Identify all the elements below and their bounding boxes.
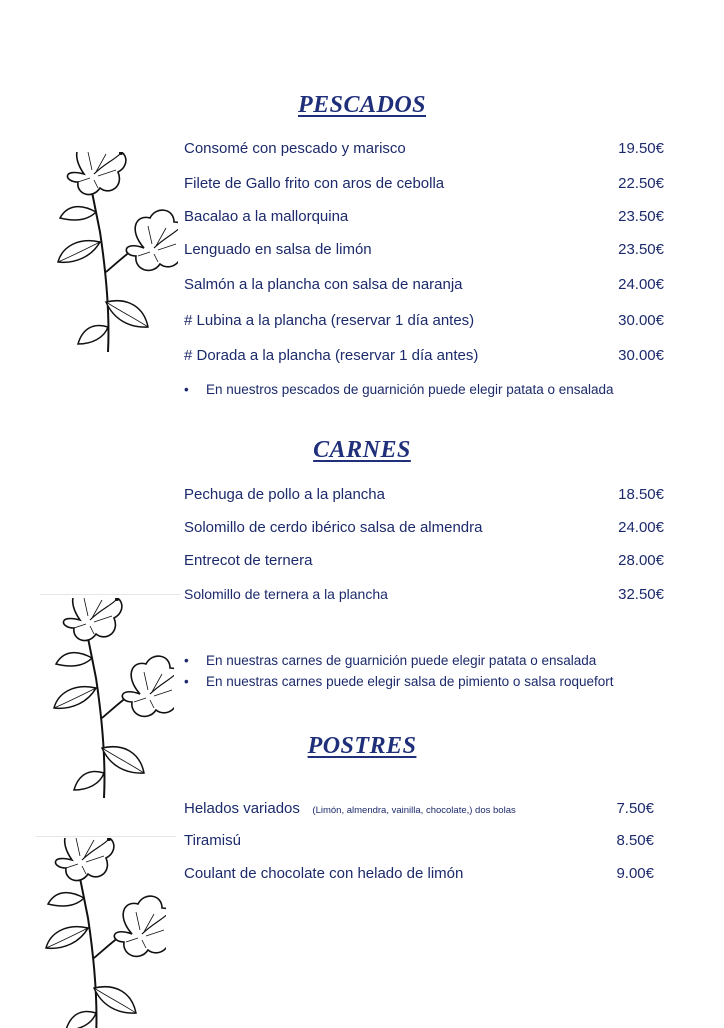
menu-item-price: 22.50€ [618, 175, 664, 192]
bullet-icon: • [184, 674, 189, 689]
menu-item [184, 586, 664, 608]
flower-icon [44, 598, 174, 813]
menu-item [184, 800, 654, 822]
menu-item-price: 18.50€ [618, 486, 664, 503]
menu-item-name: Solomillo de ternera a la plancha [184, 586, 388, 602]
menu-item-title: Helados variados [184, 800, 300, 817]
menu-item-name: Filete de Gallo frito con aros de cebolla [184, 175, 445, 192]
note-item [184, 382, 614, 397]
menu-item [184, 208, 664, 230]
flower-icon [36, 838, 166, 1028]
bullet-icon: • [184, 382, 189, 397]
menu-item [184, 832, 654, 854]
menu-item-name: Lenguado en salsa de limón [184, 241, 372, 258]
menu-item-name: Solomillo de cerdo ibérico salsa de almendra [184, 519, 483, 536]
section-title-pescados: PESCADOS [297, 92, 427, 118]
menu-item-price: 30.00€ [618, 312, 664, 329]
menu-item-price: 28.00€ [618, 552, 664, 569]
section-title-carnes: CARNES [313, 437, 411, 463]
menu-item [184, 312, 664, 334]
hibiscus-illustration-bottom [36, 838, 166, 1028]
menu-item-price: 8.50€ [616, 832, 654, 849]
divider-line [36, 836, 176, 837]
menu-item-price: 7.50€ [616, 800, 654, 817]
menu-item-price: 19.50€ [618, 140, 664, 157]
menu-item-name: Coulant de chocolate con helado de limón [184, 865, 464, 882]
note-text: En nuestros pescados de guarnición puede elegir patata o ensalada [206, 382, 614, 397]
menu-item [184, 241, 664, 263]
menu-item-price: 23.50€ [618, 241, 664, 258]
section-title-postres: POSTRES [307, 733, 417, 759]
menu-item-price: 23.50€ [618, 208, 664, 225]
menu-item-name: # Dorada a la plancha (reservar 1 día antes) [184, 347, 479, 364]
menu-item-name: Bacalao a la mallorquina [184, 208, 349, 225]
menu-item [184, 865, 654, 887]
menu-item [184, 347, 664, 369]
menu-item-detail: (Limón, almendra, vainilla, chocolate,) dos bolas [312, 805, 516, 816]
menu-item [184, 140, 664, 162]
menu-item-price: 9.00€ [616, 865, 654, 882]
note-item [184, 674, 614, 689]
menu-item [184, 276, 664, 298]
menu-item [184, 175, 664, 197]
menu-item-price: 24.00€ [618, 276, 664, 293]
bullet-icon: • [184, 653, 189, 668]
menu-item [184, 519, 664, 541]
menu-item-price: 24.00€ [618, 519, 664, 536]
menu-item-name: Pechuga de pollo a la plancha [184, 486, 385, 503]
flower-icon [48, 152, 178, 367]
hibiscus-illustration-top [48, 152, 178, 367]
note-text: En nuestras carnes puede elegir salsa de pimiento o salsa roquefort [206, 674, 614, 689]
hibiscus-illustration-middle [44, 598, 174, 813]
menu-item-price: 32.50€ [618, 586, 664, 603]
menu-item [184, 552, 664, 574]
menu-item-name [184, 800, 516, 817]
menu-item [184, 486, 664, 508]
note-text: En nuestras carnes de guarnición puede elegir patata o ensalada [206, 653, 597, 668]
menu-item-price: 30.00€ [618, 347, 664, 364]
menu-item-name: Entrecot de ternera [184, 552, 313, 569]
menu-item-name: # Lubina a la plancha (reservar 1 día antes) [184, 312, 475, 329]
menu-item-name: Salmón a la plancha con salsa de naranja [184, 276, 463, 293]
menu-item-name: Consomé con pescado y marisco [184, 140, 406, 157]
divider-line [40, 594, 180, 595]
menu-item-name: Tiramisú [184, 832, 241, 849]
note-item [184, 653, 596, 668]
